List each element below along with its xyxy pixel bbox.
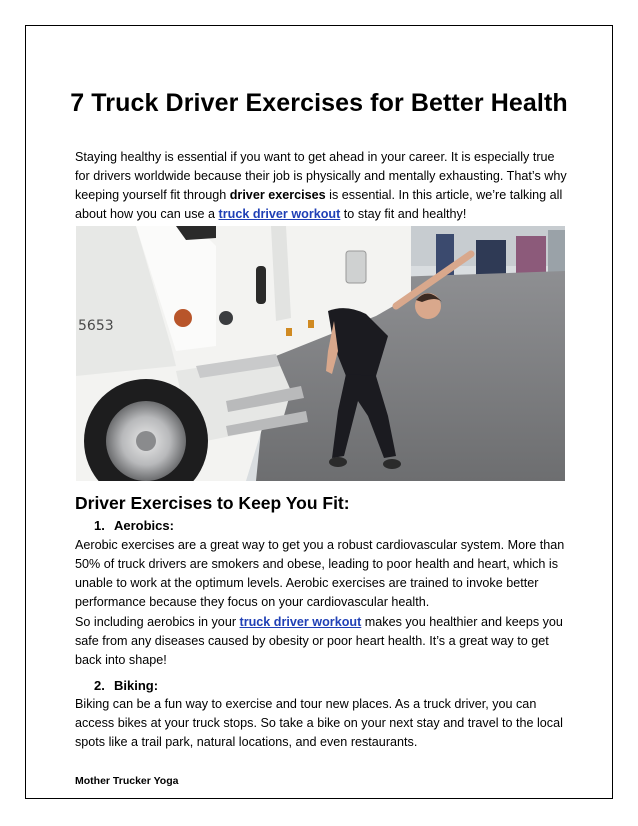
intro-text: to stay fit and healthy! xyxy=(340,207,467,221)
list-number: 2. xyxy=(94,678,105,693)
aerobics-text: So including aerobics in your xyxy=(75,615,240,629)
list-number: 1. xyxy=(94,518,105,533)
truck-yoga-photo xyxy=(76,226,565,481)
aerobics-title: Aerobics: xyxy=(114,518,174,533)
biking-title: Biking: xyxy=(114,678,159,693)
aerobics-paragraph-1: Aerobic exercises are a great way to get you a robust cardiovascular system. More than 50% of truck drivers are smokers and obese, leading to poor health and heart, which is unable to work at the optimum levels. Aerobic exercises are trained to invoke better performance because they focus on your cardiovascular health. xyxy=(75,538,565,609)
intro-text: Staying healthy is essential if you want to get ahead in your career. It is especially true for drivers worldwide because their job is physically and mentally exhausting. That’s why keeping yourself fit through xyxy=(75,150,567,202)
door-handle xyxy=(256,266,266,304)
aerobics-paragraph-2 xyxy=(75,613,567,670)
intro-bold-keyword: driver exercises xyxy=(229,188,326,202)
intro-text: is essential. In this article, we’re talking all about how you can use a xyxy=(75,188,563,221)
intro-paragraph xyxy=(75,148,567,224)
aerobics-heading xyxy=(94,518,174,533)
footer-brand: Mother Trucker Yoga xyxy=(75,775,179,787)
section-heading: Driver Exercises to Keep You Fit: xyxy=(75,493,350,513)
truck-number: 5653 xyxy=(78,318,114,334)
aerobics-text: makes you healthier and keeps you safe from any diseases caused by obesity or poor heart health. It’s a great way to get back into shape! xyxy=(75,615,563,667)
truck-driver-workout-link[interactable]: truck driver workout xyxy=(218,207,341,221)
biking-heading xyxy=(94,678,158,693)
truck-logo-icon xyxy=(174,309,192,327)
page-title: 7 Truck Driver Exercises for Better Health xyxy=(70,89,568,117)
truck-driver-workout-link-2[interactable]: truck driver workout xyxy=(239,615,362,629)
biking-paragraph: Biking can be a fun way to exercise and tour new places. As a truck driver, you can access bikes at your truck stops. So take a bike on your next stay and travel to the local spots like a trail park, natural locations, and even restaurants. xyxy=(75,697,563,749)
